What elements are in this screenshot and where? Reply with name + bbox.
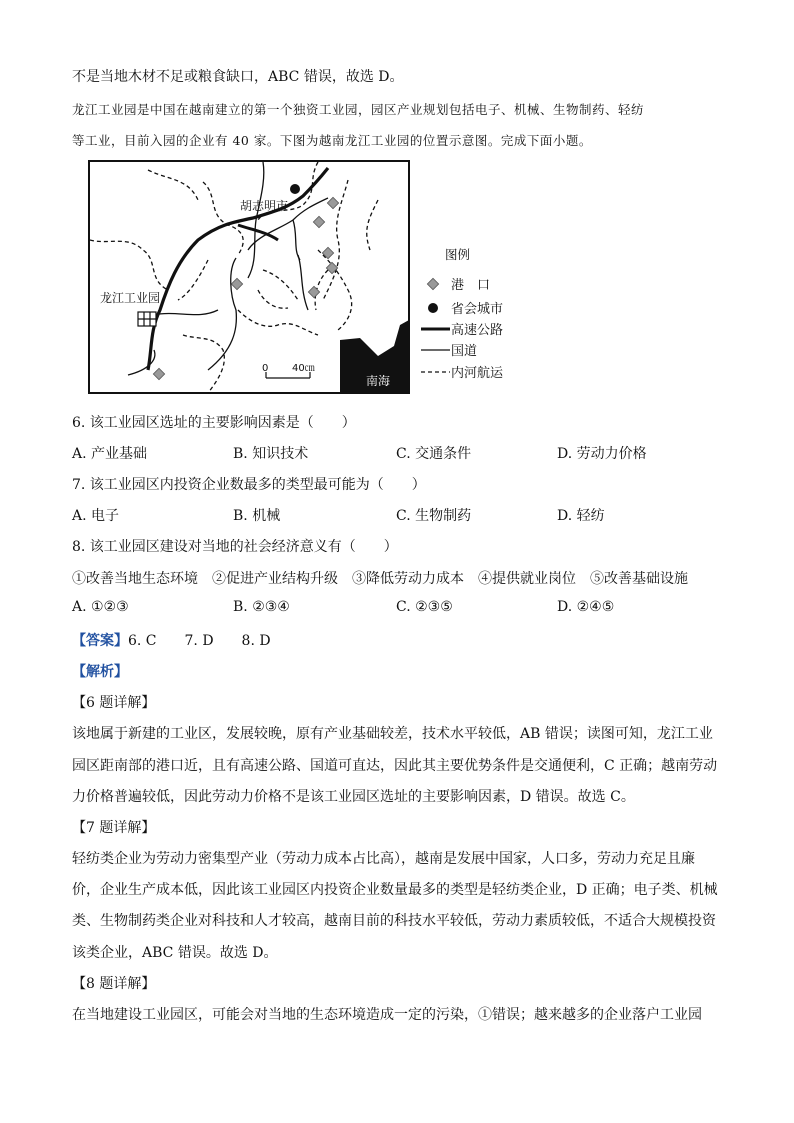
- sea-label: 南海: [366, 374, 391, 388]
- legend-road-label: 国道: [451, 344, 478, 359]
- city-label: 胡志明市: [240, 199, 289, 213]
- intro-line-1: 龙江工业园是中国在越南建立的第一个独资工业园，园区产业规划包括电子、机械、生物制药、轻纺: [72, 102, 645, 117]
- park-label: 龙江工业园: [100, 291, 161, 305]
- previous-answer-text: 不是当地木材不足或粮食缺口，ABC 错误，故选 D。: [72, 69, 404, 85]
- location-map: [88, 160, 520, 396]
- scale-zero: 0: [262, 363, 269, 374]
- q7-detail-line-3: 类、生物制药类企业对科技和人才较高，越南目前的科技水平较低，劳动力素质较低，不适合大规模投资: [72, 913, 716, 929]
- q7-option-d: D. 轻纺: [557, 508, 605, 524]
- q8-option-d: D. ②④⑤: [557, 599, 615, 615]
- q8-heading: 【8 题详解】: [72, 976, 156, 992]
- q6-option-d: D. 劳动力价格: [557, 446, 647, 462]
- question-6-stem: 6. 该工业园区选址的主要影响因素是（ ）: [72, 415, 356, 431]
- q7-heading: 【7 题详解】: [72, 820, 156, 836]
- q8-detail-line-1: 在当地建设工业园区，可能会对当地的生态环境造成一定的污染，①错误；越来越多的企业落户工业园: [72, 1007, 702, 1023]
- question-7-stem: 7. 该工业园区内投资企业数最多的类型最可能为（ ）: [72, 477, 426, 493]
- question-8-stem: 8. 该工业园区建设对当地的社会经济意义有（ ）: [72, 539, 398, 555]
- legend-title: 图例: [445, 247, 471, 262]
- q7-option-c: C. 生物制药: [396, 508, 472, 524]
- capital-dot: [290, 184, 300, 194]
- park-icon: [138, 312, 156, 326]
- answer-line: [72, 630, 271, 650]
- legend-capital-label: 省会城市: [451, 302, 504, 317]
- q6-detail-line-2: 园区距南部的港口近，且有高速公路、国道可直达，因此其主要优势条件是交通便利，C 正确；越南劳动: [72, 758, 718, 774]
- legend-capital-icon: [428, 303, 438, 313]
- q6-option-a: A. 产业基础: [72, 446, 148, 462]
- q8-option-c: C. ②③⑤: [396, 599, 453, 615]
- q6-option-c: C. 交通条件: [396, 446, 472, 462]
- question-8-statements: ①改善当地生态环境 ②促进产业结构升级 ③降低劳动力成本 ④提供就业岗位 ⑤改善基础设施: [72, 571, 688, 587]
- q7-option-b: B. 机械: [233, 508, 281, 524]
- q6-heading: 【6 题详解】: [72, 695, 156, 711]
- scale-value: 40㎝: [292, 363, 315, 374]
- intro-line-2: 等工业，目前入园的企业有 40 家。下图为越南龙江工业园的位置示意图。完成下面小题。: [72, 133, 592, 148]
- q6-option-b: B. 知识技术: [233, 446, 309, 462]
- answer-label: 【答案】: [72, 633, 128, 649]
- q7-detail-line-4: 该类企业，ABC 错误。故选 D。: [72, 945, 278, 961]
- legend-highway-label: 高速公路: [451, 323, 504, 338]
- legend-port-label: 港 口: [451, 278, 491, 293]
- q6-detail-line-3: 力价格普遍较低，因此劳动力价格不是该工业园区选址的主要影响因素，D 错误。故选 C。: [72, 789, 635, 805]
- q8-option-b: B. ②③④: [233, 599, 290, 615]
- q7-detail-line-2: 价，企业生产成本低，因此该工业园区内投资企业数量最多的类型是轻纺类企业，D 正确；电子类、机械: [72, 882, 718, 898]
- q7-detail-line-1: 轻纺类企业为劳动力密集型产业（劳动力成本占比高），越南是发展中国家，人口多，劳动力充足且廉: [72, 851, 695, 867]
- answer-text: 6. C 7. D 8. D: [128, 633, 271, 649]
- q6-detail-line-1: 该地属于新建的工业区，发展较晚，原有产业基础较差，技术水平较低，AB 错误；读图可知，龙江工业: [72, 726, 713, 742]
- q8-option-a: A. ①②③: [72, 599, 129, 615]
- legend-waterway-label: 内河航运: [451, 366, 504, 381]
- q7-option-a: A. 电子: [72, 508, 120, 524]
- analysis-label: 【解析】: [72, 664, 128, 680]
- legend-port-icon: [427, 278, 438, 289]
